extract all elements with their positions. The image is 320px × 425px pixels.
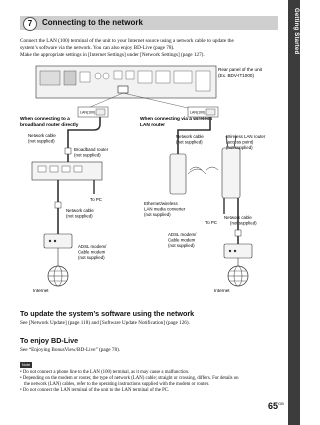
left-cable2-note: (not supplied) (66, 213, 93, 219)
broadband-router-note: (not supplied) (74, 152, 101, 158)
left-internet-label: Internet (33, 288, 49, 293)
broadband-router (32, 162, 102, 180)
side-tab (288, 0, 300, 425)
left-modem-label2: Cable modem (78, 249, 106, 255)
network-diagram (18, 62, 280, 304)
note-item: • Do not connect the LAN terminal of the unit to the LAN terminal of the PC. (20, 388, 170, 393)
left-heading-line1: When connecting to a (20, 117, 70, 122)
left-heading-line2: broadband router directly (20, 123, 79, 128)
rear-panel-label: Rear panel of the unit (218, 67, 262, 72)
left-internet-globe-icon (48, 266, 68, 286)
right-modem (224, 244, 252, 258)
right-heading-line2: LAN router (140, 123, 166, 128)
section-header (20, 16, 278, 30)
lan-port-right (188, 107, 218, 117)
section-title: Connecting to the network (42, 18, 143, 27)
lan-port-left (78, 107, 108, 117)
page-number (268, 401, 284, 411)
left-modem-label3: (not supplied) (78, 255, 105, 260)
left-modem-label1: ADSL modem/ (78, 244, 107, 249)
right-internet-globe-icon (228, 266, 248, 286)
intro-line: Make the appropriate settings in [Internet Settings] under [Network Settings] (page 127). (20, 52, 205, 58)
intro-line: Connect the LAN (100) terminal of the unit to your Internet source using a network cable to update the (20, 38, 234, 44)
wireless-router-label3: (not supplied) (226, 145, 253, 150)
note-badge: Note (21, 362, 31, 367)
wireless-signal-icon (188, 167, 218, 174)
page-number-value: 65 (268, 401, 279, 411)
unit-rear-panel (36, 66, 216, 98)
page-suffix: GB (278, 401, 284, 406)
wireless-router-label2: (access point) (226, 139, 254, 145)
left-cable2-label: Network cable (66, 208, 94, 213)
lan-tag-left: LAN(100) (80, 110, 96, 115)
left-modem (44, 234, 72, 248)
intro-paragraph (20, 38, 282, 59)
intro-line: system’s software via the network. You can also enjoy BD-Live (page 78). (20, 45, 175, 51)
right-heading-line1: When connecting via a wireless (140, 117, 213, 122)
bdlive-heading: To enjoy BD-Live (20, 336, 79, 345)
right-modem-label3: (not supplied) (168, 243, 195, 248)
broadband-router-label: Broadband router (74, 147, 109, 152)
update-text: See [Network Update] (page 118) and [Software Update Notification] (page 126). (20, 320, 190, 326)
note-item: the network (LAN) cables, refer to the operating instructions supplied with the modem or router. (24, 382, 210, 387)
right-cable2-label: Network cable (224, 215, 252, 220)
left-cable1-note: (not supplied) (28, 138, 55, 144)
note-item: • Do not connect a phone line to the LAN (100) terminal, as it may cause a malfunction. (20, 370, 190, 375)
converter-label3: (not supplied) (144, 212, 171, 217)
notes-list (20, 370, 282, 394)
converter-label2: LAN media converter (144, 206, 186, 212)
bdlive-text: See “Enjoying BonusView/BD-Live” (page 78). (20, 347, 121, 353)
right-modem-label1: ADSL modem/ (168, 232, 197, 237)
note-item: • Depending on the modem or router, the type of network (LAN) cable; straight or crossing, differs. For details on (20, 376, 239, 381)
right-cable2-note: (not supplied) (230, 220, 257, 226)
wireless-router-label1: Wireless LAN router (226, 134, 266, 139)
right-internet-label: Internet (214, 288, 230, 293)
left-cable1-label: Network cable (28, 133, 56, 138)
lan-media-converter (170, 146, 186, 194)
right-modem-label2: Cable modem (168, 237, 196, 243)
right-cable1-label: Network cable (176, 134, 204, 139)
side-tab-label: Getting Started (293, 8, 299, 55)
rear-panel-model: (Ex. BDV-IT1000) (218, 73, 254, 78)
update-heading: To update the system’s software using the network (20, 309, 195, 318)
lan-tag-right: LAN(100) (190, 110, 206, 115)
section-number: 7 (23, 17, 37, 31)
converter-label1: Ethernet/wireless (144, 201, 178, 206)
right-to-pc: To PC (205, 220, 217, 225)
left-to-pc: To PC (90, 197, 102, 202)
right-cable1-note: (not supplied) (176, 139, 203, 145)
